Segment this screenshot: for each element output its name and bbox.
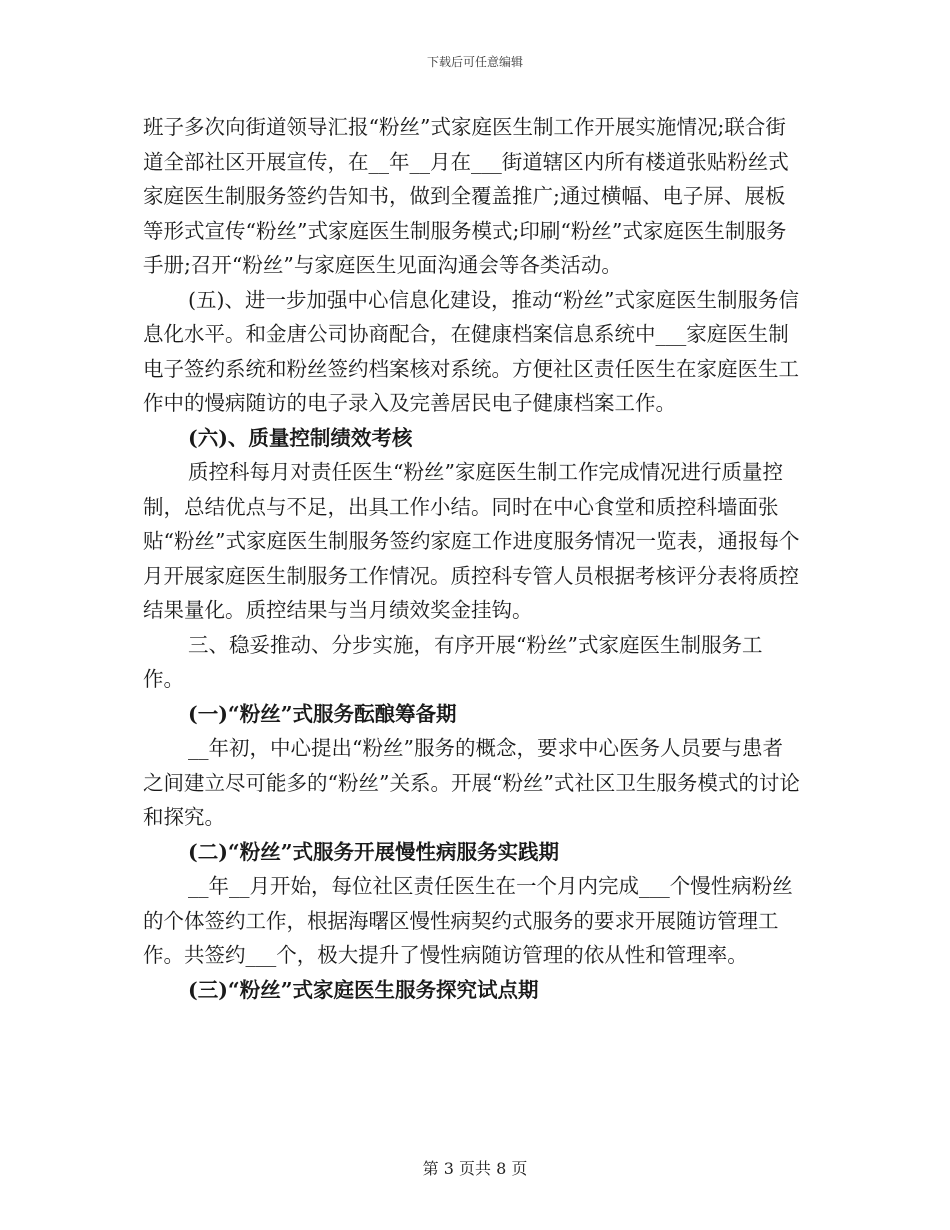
subsection-heading-3: (三)“粉丝”式家庭医生服务探究试点期 <box>188 977 539 1002</box>
paragraph-1: 班子多次向街道领导汇报“粉丝”式家庭医生制工作开展实施情况;联合街道全部社区开展宣传，在__年__月在___街道辖区内所有楼道张贴粉丝式家庭医生制服务签约告知书，做到全覆盖推广;通过横幅、电子屏、展板等形式宣传“粉丝”式家庭医生制服务模式;印刷“粉丝”式家庭医生制服务手册;召开“粉丝”与家庭医生见面沟通会等各类活动。 <box>143 115 789 277</box>
document-body <box>143 110 803 1007</box>
subsection-heading-2: (二)“粉丝”式服务开展慢性病服务实践期 <box>188 839 559 864</box>
paragraph-4: 三、稳妥推动、分步实施，有序开展“粉丝”式家庭医生制服务工作。 <box>143 632 763 691</box>
paragraph-2: (五)、进一步加强中心信息化建设，推动“粉丝”式家庭医生制服务信息化水平。和金唐公司协商配合，在健康档案信息系统中___家庭医生制电子签约系统和粉丝签约档案核对系统。方便社区责任医生在家庭医生工作中的慢病随访的电子录入及完善居民电子健康档案工作。 <box>143 287 799 415</box>
paragraph-5: __年初，中心提出“粉丝”服务的概念，要求中心医务人员要与患者之间建立尽可能多的“粉丝”关系。开展“粉丝”式社区卫生服务模式的讨论和探究。 <box>143 736 800 829</box>
page-footer: 第 3 页共 8 页 <box>422 1159 528 1178</box>
paragraph-3: 质控科每月对责任医生“粉丝”家庭医生制工作完成情况进行质量控制，总结优点与不足，出具工作小结。同时在中心食堂和质控科墙面张贴“粉丝”式家庭医生制服务签约家庭工作进度服务情况一览表，通报每个月开展家庭医生制服务工作情况。质控科专管人员根据考核评分表将质控结果量化。质控结果与当月绩效奖金挂钩。 <box>143 460 800 622</box>
page-header: 下载后可任意编辑 <box>426 55 523 69</box>
section-heading-6: (六)、质量控制绩效考核 <box>188 425 413 450</box>
subsection-heading-1: (一)“粉丝”式服务酝酿筹备期 <box>188 701 457 726</box>
paragraph-6: __年__月开始，每位社区责任医生在一个月内完成___个慢性病粉丝的个体签约工作，根据海曙区慢性病契约式服务的要求开展随访管理工作。共签约___个，极大提升了慢性病随访管理的依从性和管理率。 <box>143 874 793 967</box>
